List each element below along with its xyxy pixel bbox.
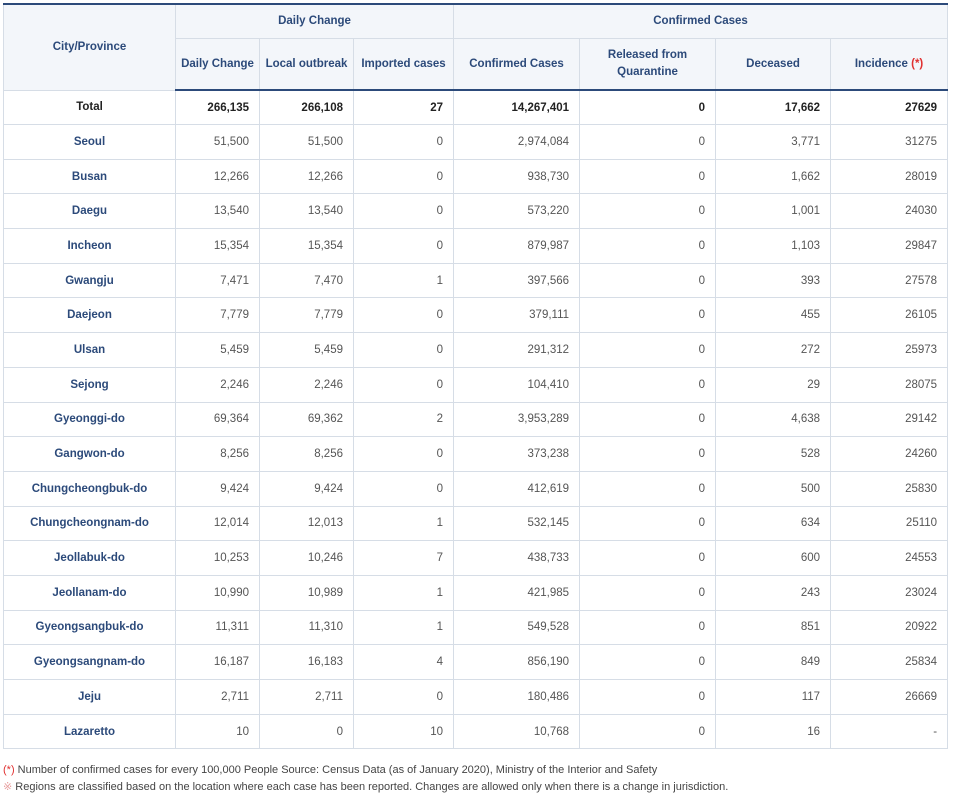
cell-imported: 0 [354, 159, 454, 194]
table-row [4, 680, 948, 715]
cell-daily: 10 [176, 714, 260, 749]
cell-daily: 69,364 [176, 402, 260, 437]
cell-imported: 1 [354, 263, 454, 298]
cell-local: 7,779 [260, 298, 354, 333]
header-incidence [831, 39, 948, 91]
cell-deceased: 272 [716, 333, 831, 368]
cell-daily: 7,779 [176, 298, 260, 333]
cell-imported: 1 [354, 575, 454, 610]
header-group-daily-change: Daily Change [176, 4, 454, 39]
cell-deceased: 634 [716, 506, 831, 541]
header-city: City/Province [4, 4, 176, 90]
cell-imported: 1 [354, 506, 454, 541]
table-row [4, 367, 948, 402]
cell-city: Jeollanam-do [4, 575, 176, 610]
cell-released: 0 [580, 402, 716, 437]
cell-incidence: 26669 [831, 680, 948, 715]
cell-released: 0 [580, 714, 716, 749]
cell-confirmed: 421,985 [454, 575, 580, 610]
cell-local: 11,310 [260, 610, 354, 645]
cell-released: 0 [580, 541, 716, 576]
cell-city: Lazaretto [4, 714, 176, 749]
cell-local: 10,246 [260, 541, 354, 576]
cell-released: 0 [580, 333, 716, 368]
cell-daily: 12,014 [176, 506, 260, 541]
cell-deceased: 851 [716, 610, 831, 645]
cell-local: 5,459 [260, 333, 354, 368]
cell-city: Seoul [4, 125, 176, 160]
cell-deceased: 393 [716, 263, 831, 298]
cell-incidence: 25830 [831, 471, 948, 506]
covid-table-container [3, 3, 947, 749]
cell-confirmed: 291,312 [454, 333, 580, 368]
cell-incidence: 20922 [831, 610, 948, 645]
cell-incidence: - [831, 714, 948, 749]
cell-imported: 0 [354, 333, 454, 368]
cell-deceased: 500 [716, 471, 831, 506]
table-row [4, 298, 948, 333]
cell-incidence: 28019 [831, 159, 948, 194]
cell-released: 0 [580, 506, 716, 541]
cell-daily: 10,253 [176, 541, 260, 576]
cell-deceased: 243 [716, 575, 831, 610]
cell-city: Gwangju [4, 263, 176, 298]
cell-incidence: 24260 [831, 437, 948, 472]
cell-city: Jeju [4, 680, 176, 715]
cell-incidence: 27629 [831, 90, 948, 125]
cell-confirmed: 2,974,084 [454, 125, 580, 160]
cell-daily: 10,990 [176, 575, 260, 610]
table-row [4, 263, 948, 298]
cell-daily: 16,187 [176, 645, 260, 680]
cell-released: 0 [580, 437, 716, 472]
cell-imported: 2 [354, 402, 454, 437]
footnote-mark: (*) [3, 764, 15, 776]
cell-confirmed: 856,190 [454, 645, 580, 680]
cell-deceased: 1,103 [716, 229, 831, 264]
cell-local: 12,013 [260, 506, 354, 541]
cell-local: 10,989 [260, 575, 354, 610]
cell-city: Ulsan [4, 333, 176, 368]
cell-deceased: 1,001 [716, 194, 831, 229]
cell-confirmed: 532,145 [454, 506, 580, 541]
header-daily-change: Daily Change [176, 39, 260, 91]
cell-released: 0 [580, 159, 716, 194]
cell-local: 12,266 [260, 159, 354, 194]
cell-deceased: 117 [716, 680, 831, 715]
cell-imported: 0 [354, 680, 454, 715]
table-row [4, 194, 948, 229]
cell-city: Sejong [4, 367, 176, 402]
cell-city: Daejeon [4, 298, 176, 333]
cell-daily: 7,471 [176, 263, 260, 298]
cell-confirmed: 379,111 [454, 298, 580, 333]
cell-confirmed: 3,953,289 [454, 402, 580, 437]
footnote-regions [3, 779, 728, 796]
cell-incidence: 25973 [831, 333, 948, 368]
cell-local: 0 [260, 714, 354, 749]
cell-incidence: 31275 [831, 125, 948, 160]
cell-incidence: 24553 [831, 541, 948, 576]
cell-local: 13,540 [260, 194, 354, 229]
incidence-footnote-mark[interactable]: (*) [911, 57, 924, 70]
cell-local: 266,108 [260, 90, 354, 125]
cell-released: 0 [580, 194, 716, 229]
cell-city: Gyeongsangnam-do [4, 645, 176, 680]
cell-city: Chungcheongbuk-do [4, 471, 176, 506]
cell-local: 9,424 [260, 471, 354, 506]
table-row [4, 541, 948, 576]
table-row [4, 645, 948, 680]
table-row-total [4, 90, 948, 125]
table-row [4, 159, 948, 194]
header-imported-cases: Imported cases [354, 39, 454, 91]
cell-city: Gyeongsangbuk-do [4, 610, 176, 645]
cell-confirmed: 397,566 [454, 263, 580, 298]
cell-confirmed: 938,730 [454, 159, 580, 194]
table-row [4, 714, 948, 749]
cell-local: 2,246 [260, 367, 354, 402]
cell-incidence: 25110 [831, 506, 948, 541]
cell-daily: 266,135 [176, 90, 260, 125]
cell-local: 15,354 [260, 229, 354, 264]
cell-daily: 2,711 [176, 680, 260, 715]
cell-daily: 11,311 [176, 610, 260, 645]
cell-deceased: 455 [716, 298, 831, 333]
cell-confirmed: 549,528 [454, 610, 580, 645]
cell-deceased: 3,771 [716, 125, 831, 160]
cell-deceased: 17,662 [716, 90, 831, 125]
cell-incidence: 23024 [831, 575, 948, 610]
cell-released: 0 [580, 645, 716, 680]
cell-deceased: 29 [716, 367, 831, 402]
table-body [4, 90, 948, 749]
cell-daily: 9,424 [176, 471, 260, 506]
cell-deceased: 1,662 [716, 159, 831, 194]
cell-released: 0 [580, 680, 716, 715]
header-group-confirmed-cases: Confirmed Cases [454, 4, 948, 39]
cases-table [3, 3, 948, 749]
cell-incidence: 28075 [831, 367, 948, 402]
reference-mark: ※ [3, 781, 13, 793]
cell-local: 51,500 [260, 125, 354, 160]
cell-local: 69,362 [260, 402, 354, 437]
cell-released: 0 [580, 298, 716, 333]
cell-city: Chungcheongnam-do [4, 506, 176, 541]
cell-confirmed: 879,987 [454, 229, 580, 264]
cell-imported: 10 [354, 714, 454, 749]
cell-incidence: 27578 [831, 263, 948, 298]
cell-daily: 5,459 [176, 333, 260, 368]
cell-daily: 15,354 [176, 229, 260, 264]
table-row [4, 125, 948, 160]
cell-local: 8,256 [260, 437, 354, 472]
table-row [4, 471, 948, 506]
cell-incidence: 29847 [831, 229, 948, 264]
cell-confirmed: 373,238 [454, 437, 580, 472]
cell-daily: 2,246 [176, 367, 260, 402]
table-row [4, 402, 948, 437]
cell-imported: 1 [354, 610, 454, 645]
cell-deceased: 16 [716, 714, 831, 749]
cell-incidence: 29142 [831, 402, 948, 437]
table-row [4, 610, 948, 645]
cell-city: Total [4, 90, 176, 125]
cell-local: 2,711 [260, 680, 354, 715]
cell-imported: 4 [354, 645, 454, 680]
cell-released: 0 [580, 575, 716, 610]
footnote-incidence [3, 762, 728, 779]
cell-imported: 0 [354, 125, 454, 160]
cell-imported: 0 [354, 437, 454, 472]
header-deceased: Deceased [716, 39, 831, 91]
cell-deceased: 4,638 [716, 402, 831, 437]
cell-confirmed: 412,619 [454, 471, 580, 506]
cell-imported: 0 [354, 298, 454, 333]
cell-imported: 0 [354, 471, 454, 506]
header-confirmed-cases: Confirmed Cases [454, 39, 580, 91]
cell-incidence: 26105 [831, 298, 948, 333]
cell-city: Gangwon-do [4, 437, 176, 472]
cell-incidence: 25834 [831, 645, 948, 680]
cell-deceased: 849 [716, 645, 831, 680]
cell-confirmed: 438,733 [454, 541, 580, 576]
table-row [4, 506, 948, 541]
cell-confirmed: 180,486 [454, 680, 580, 715]
footnote-text: Number of confirmed cases for every 100,000 People Source: Census Data (as of January 2020), Ministry of the Interior and Safety [17, 764, 658, 776]
cell-confirmed: 10,768 [454, 714, 580, 749]
cell-released: 0 [580, 263, 716, 298]
cell-daily: 12,266 [176, 159, 260, 194]
cell-imported: 0 [354, 194, 454, 229]
cell-incidence: 24030 [831, 194, 948, 229]
cell-daily: 8,256 [176, 437, 260, 472]
cell-imported: 27 [354, 90, 454, 125]
cell-city: Gyeonggi-do [4, 402, 176, 437]
cell-city: Jeollabuk-do [4, 541, 176, 576]
cell-deceased: 600 [716, 541, 831, 576]
cell-imported: 0 [354, 229, 454, 264]
cell-imported: 7 [354, 541, 454, 576]
cell-local: 16,183 [260, 645, 354, 680]
footnote-regions-text: Regions are classified based on the location where each case has been reported. Changes are allowed only when there is a change in jurisdiction. [15, 781, 729, 793]
cell-released: 0 [580, 471, 716, 506]
cell-daily: 13,540 [176, 194, 260, 229]
cell-city: Daegu [4, 194, 176, 229]
cell-confirmed: 14,267,401 [454, 90, 580, 125]
header-incidence-label: Incidence [854, 57, 908, 70]
cell-city: Incheon [4, 229, 176, 264]
cell-released: 0 [580, 610, 716, 645]
cell-confirmed: 573,220 [454, 194, 580, 229]
header-released: Released from Quarantine [580, 39, 716, 91]
header-local-outbreak: Local outbreak [260, 39, 354, 91]
cell-confirmed: 104,410 [454, 367, 580, 402]
cell-released: 0 [580, 125, 716, 160]
table-row [4, 437, 948, 472]
cell-imported: 0 [354, 367, 454, 402]
cell-city: Busan [4, 159, 176, 194]
cell-released: 0 [580, 90, 716, 125]
table-row [4, 333, 948, 368]
table-row [4, 575, 948, 610]
cell-released: 0 [580, 229, 716, 264]
table-row [4, 229, 948, 264]
cell-released: 0 [580, 367, 716, 402]
cell-daily: 51,500 [176, 125, 260, 160]
cell-deceased: 528 [716, 437, 831, 472]
cell-local: 7,470 [260, 263, 354, 298]
footnotes [3, 762, 728, 796]
